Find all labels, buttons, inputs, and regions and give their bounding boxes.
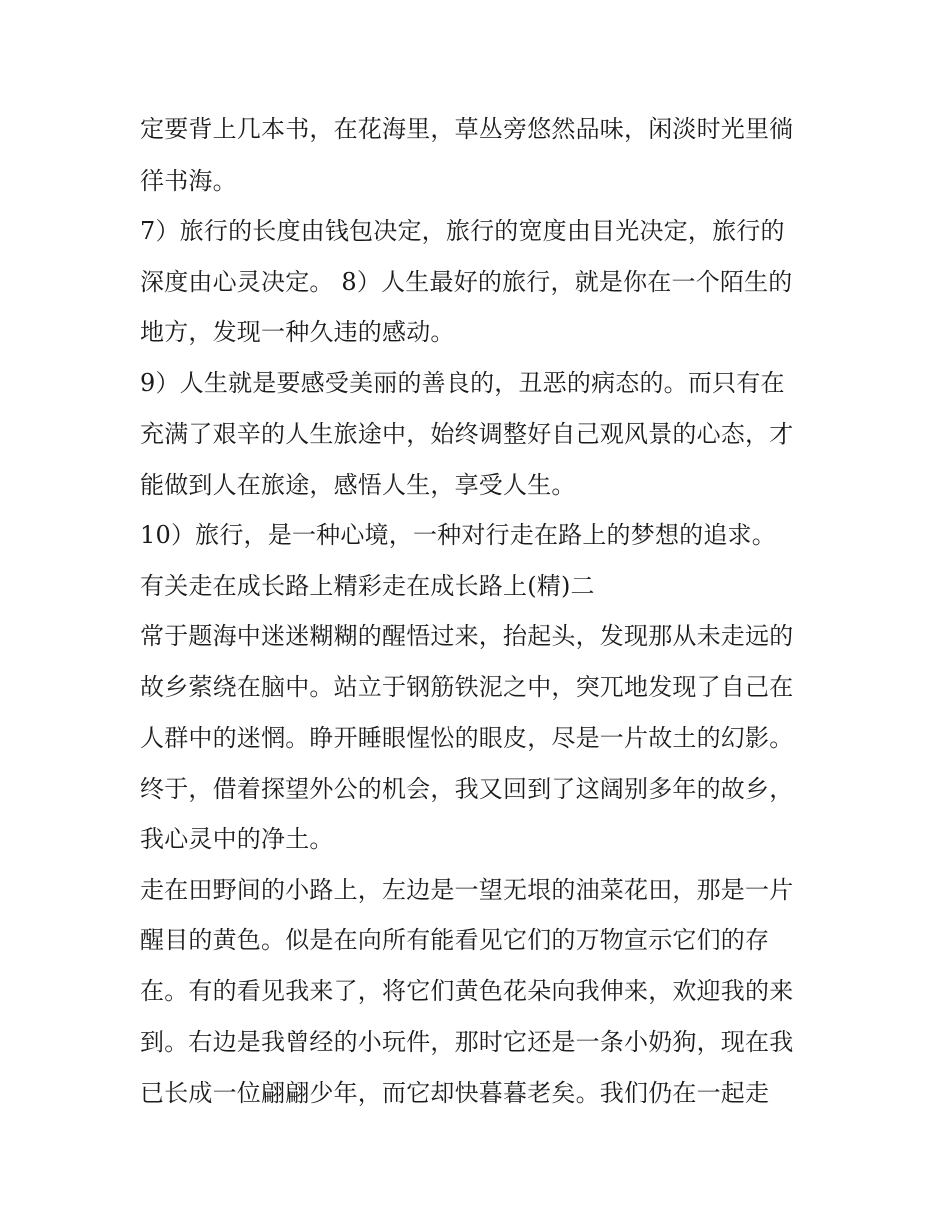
text-line: 能做到人在旅途，感悟人生，享受人生。 xyxy=(140,471,576,499)
text-line: 我心灵中的净土。 xyxy=(140,825,334,853)
text-line: 到。右边是我曾经的小玩件，那时它还是一条小奶狗，现在我 xyxy=(140,1028,794,1056)
text-line: 充满了艰辛的人生旅途中，始终调整好自己观风景的心态，才 xyxy=(140,420,794,448)
text-line: 徉书海。 xyxy=(140,167,237,195)
text-line: 已长成一位翩翩少年，而它却快暮暮老矣。我们仍在一起走 xyxy=(140,1079,770,1107)
text-line: 常于题海中迷迷糊糊的醒悟过来，抬起头，发现那从未走远的 xyxy=(140,622,794,650)
text-line: 醒目的黄色。似是在向所有能看见它们的万物宣示它们的存 xyxy=(140,926,770,954)
text-line: 终于，借着探望外公的机会，我又回到了这阔别多年的故乡， xyxy=(140,775,794,803)
text-line: 9）人生就是要感受美丽的善良的，丑恶的病态的。而只有在 xyxy=(140,369,785,397)
text-line: 10）旅行，是一种心境，一种对行走在路上的梦想的追求。 xyxy=(140,521,776,549)
text-line: 7）旅行的长度由钱包决定，旅行的宽度由目光决定，旅行的 xyxy=(140,217,785,245)
text-line: 定要背上几本书，在花海里，草丛旁悠然品味，闲淡时光里徜 xyxy=(140,115,794,143)
text-line: 地方，发现一种久违的感动。 xyxy=(140,318,455,346)
text-line: 人群中的迷惘。睁开睡眼惺忪的眼皮，尽是一片故土的幻影。 xyxy=(140,724,794,752)
text-line: 深度由心灵决定。 8）人生最好的旅行，就是你在一个陌生的 xyxy=(140,268,793,296)
text-line: 在。有的看见我来了，将它们黄色花朵向我伸来，欢迎我的来 xyxy=(140,977,794,1005)
text-line: 故乡萦绕在脑中。站立于钢筋铁泥之中，突兀地发现了自己在 xyxy=(140,673,794,701)
section-heading: 有关走在成长路上精彩走在成长路上(精)二 xyxy=(140,572,595,600)
text-line: 走在田野间的小路上，左边是一望无垠的油菜花田，那是一片 xyxy=(140,876,794,904)
